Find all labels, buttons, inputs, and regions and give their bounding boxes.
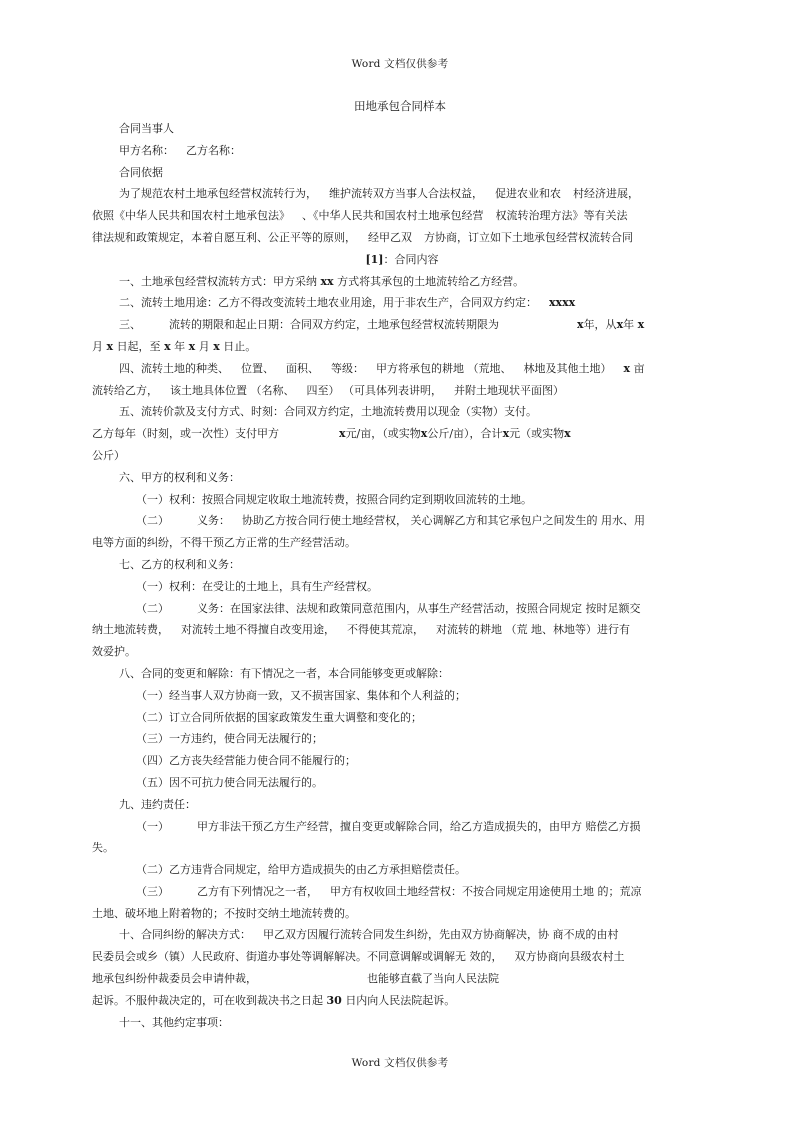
page-header: Word 文档仅供参考	[351, 58, 449, 70]
paragraph: 四、流转土地的种类、 位置、 面积、 等级： 甲方将承包的耕地 （荒地、 林地及其他土地） x 亩	[119, 361, 645, 375]
paragraph: 民委员会或乡（镇）人民政府、街道办事处等调解解决。不同意调解或调解无 效的， 双方协商向县级农村土	[92, 950, 625, 964]
paragraph: （五）因不可抗力使合同无法履行的。	[136, 775, 323, 789]
paragraph: （一）权利：按照合同规定收取土地流转费，按照合同约定到期收回流转的土地。	[136, 492, 532, 506]
document-title: 田地承包合同样本	[354, 99, 446, 113]
paragraph: （四）乙方丧失经营能力使合同不能履行的；	[136, 754, 356, 768]
paragraph: 电等方面的纠纷，不得干预乙方正常的生产经营活动。	[92, 536, 356, 550]
paragraph: 五、流转价款及支付方式、时刻：合同双方约定，土地流转费用以现金（实物）支付。	[119, 405, 537, 419]
paragraph: 八、合同的变更和解除：有下情况之一者，本合同能够变更或解除：	[119, 666, 449, 680]
paragraph: [1]：合同内容	[365, 252, 439, 266]
page-footer: Word 文档仅供参考	[351, 1057, 449, 1069]
paragraph: 失。	[92, 841, 114, 855]
paragraph: （三）一方违约，使合同无法履行的；	[136, 732, 323, 746]
paragraph: 七、乙方的权利和义务：	[119, 557, 240, 571]
paragraph: （二）订立合同所依据的国家政策发生重大调整和变化的；	[136, 710, 422, 724]
paragraph: 土地、破坏地上附着物的；不按时交纳土地流转费的。	[92, 906, 356, 920]
paragraph: 为了规范农村土地承包经营权流转行为， 维护流转双方当事人合法权益， 促进农业和农 村经济进展，	[119, 187, 639, 201]
paragraph: 公斤）	[92, 448, 125, 462]
paragraph: 十一、其他约定事项：	[119, 1015, 229, 1029]
paragraph: （二） 义务： 协助乙方按合同行使土地经营权， 关心调解乙方和其它承包户之间发生的 用水、用	[136, 514, 645, 528]
paragraph: 六、甲方的权利和义务：	[119, 470, 240, 484]
paragraph: （一）经当事人双方协商一致，又不损害国家、集体和个人利益的；	[136, 688, 466, 702]
paragraph: 一、土地承包经营权流转方式：甲方采纳 xx 方式将其承包的土地流转给乙方经营。	[119, 274, 525, 288]
paragraph: （二） 义务：在国家法律、法规和政策同意范围内，从事生产经营活动，按照合同规定 按时足额交	[136, 601, 641, 615]
paragraph: 纳土地流转费， 对流转土地不得擅自改变用途， 不得使其荒凉， 对流转的耕地 （荒 地、林地等）进行有	[92, 623, 630, 637]
paragraph: 合同当事人	[119, 122, 174, 135]
paragraph: 依照《中华人民共和国农村土地承包法》 、《中华人民共和国农村土地承包经营 权流转治理方法》等有关法	[92, 209, 628, 223]
paragraph: （一） 甲方非法干预乙方生产经营，擅自变更或解除合同，给乙方造成损失的，由甲方 赔偿乙方损	[136, 819, 641, 833]
paragraph: （三） 乙方有下列情况之一者， 甲方有权收回土地经营权：不按合同规定用途使用土地 的；荒凉	[136, 884, 642, 898]
paragraph: 地承包纠纷仲裁委员会申请仲裁， 也能够直截了当向人民法院	[92, 972, 499, 986]
paragraph: 律法规和政策规定，本着自愿互利、公正平等的原则， 经甲乙双 方协商，订立如下土地承包经营权流转合同	[92, 230, 633, 244]
paragraph: 流转给乙方， 该土地具体位置 （名称、 四至） （可具体列表讲明， 并附土地现状平面图）	[92, 383, 564, 397]
paragraph: （二）乙方违背合同规定，给甲方造成损失的由乙方承担赔偿责任。	[136, 863, 466, 877]
paragraph: 甲方名称： 乙方名称：	[119, 143, 241, 157]
paragraph: 乙方每年（时刻，或一次性）支付甲方 x元/亩，（或实物x公斤/亩），合计x元（或实物x	[92, 427, 571, 441]
paragraph: 十、合同纠纷的解决方式： 甲乙双方因履行流转合同发生纠纷，先由双方协商解决，协 商不成的由村	[119, 928, 619, 942]
paragraph: 效爱护。	[92, 645, 136, 659]
document-body	[92, 118, 685, 1033]
paragraph: 二、流转土地用途：乙方不得改变流转土地农业用途，用于非农生产，合同双方约定： xxxx	[119, 296, 576, 310]
paragraph: （一）权利：在受让的土地上，具有生产经营权。	[136, 579, 378, 593]
paragraph: 三、 流转的期限和起止日期：合同双方约定，土地承包经营权流转期限为 x年，从x年 x	[119, 318, 645, 332]
paragraph: 合同依据	[119, 165, 163, 179]
paragraph: 九、违约责任：	[119, 797, 196, 811]
paragraph: 起诉。不服仲裁决定的，可在收到裁决书之日起 30 日内向人民法院起诉。	[92, 993, 456, 1007]
paragraph: 月 x 日起，至 x 年 x 月 x 日止。	[92, 339, 257, 353]
